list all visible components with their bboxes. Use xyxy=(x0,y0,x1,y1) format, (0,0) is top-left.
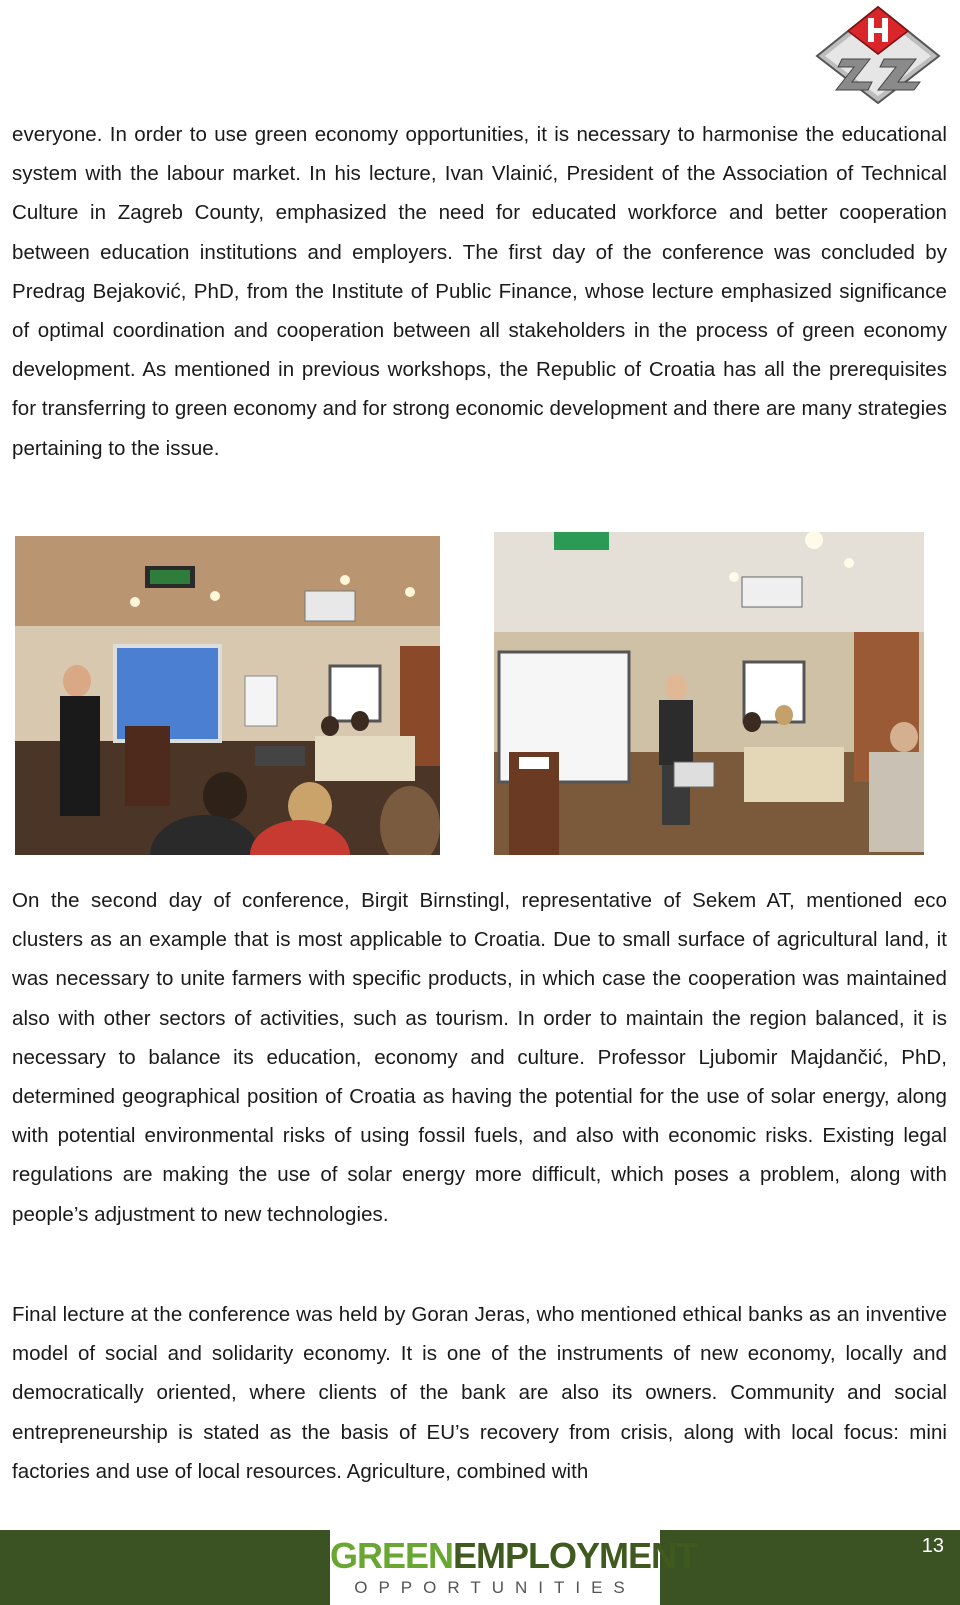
organization-logo-icon xyxy=(812,4,944,104)
brand-logo-subtitle: OPPORTUNITIES xyxy=(354,1578,636,1597)
brand-logo-title xyxy=(330,1535,698,1576)
body-paragraph: On the second day of conference, Birgit Birnstingl, representative of Sekem AT, mentioned eco clusters as an example that is most applicable to Croatia. Due to small surface of agricultural land, it was necessary to unite farmers with specific products, in which case the cooperation was maintained also with other sectors of activities, such as tourism. In order to maintain the region balanced, it is necessary to balance its education, economy and culture. Professor Ljubomir Majdančić, PhD, determined geographical position of Croatia as having the potential for the use of solar energy, along with potential environmental risks of using fossil fuels, and also with economic risks. Existing legal regulations are making the use of solar energy more difficult, which poses a problem, along with people’s adjustment to new technologies. xyxy=(12,889,947,1226)
brand-word-employment: EMPLOYMENT xyxy=(453,1535,698,1576)
body-paragraph: Final lecture at the conference was held by Goran Jeras, who mentioned ethical banks as an inventive model of social and solidarity economy. It is one of the instruments of new economy, locally and democratically oriented, where clients of the bank are also its owners. Community and social entrepreneurship is stated as the basis of EU’s recovery from crisis, along with local focus: mini factories and use of local resources. Agriculture, combined with xyxy=(12,1303,947,1483)
conference-photo-right xyxy=(494,532,924,855)
body-paragraph: everyone. In order to use green economy opportunities, it is necessary to harmonise the educational system with the labour market. In his lecture, Ivan Vlainić, President of the Association of Technical Culture in Zagreb County, emphasized the need for educated workforce and better cooperation between education institutions and employers. The first day of the conference was concluded by Predrag Bejaković, PhD, from the Institute of Public Finance, whose lecture emphasized significance of optimal coordination and cooperation between all stakeholders in the process of green economy development. As mentioned in previous workshops, the Republic of Croatia has all the prerequisites for transferring to green economy and for strong economic development and there are many strategies pertaining to the issue. xyxy=(12,123,947,460)
page-number: 13 xyxy=(921,1535,944,1557)
brand-word-green: GREEN xyxy=(330,1535,454,1576)
conference-photo-left xyxy=(15,536,440,855)
